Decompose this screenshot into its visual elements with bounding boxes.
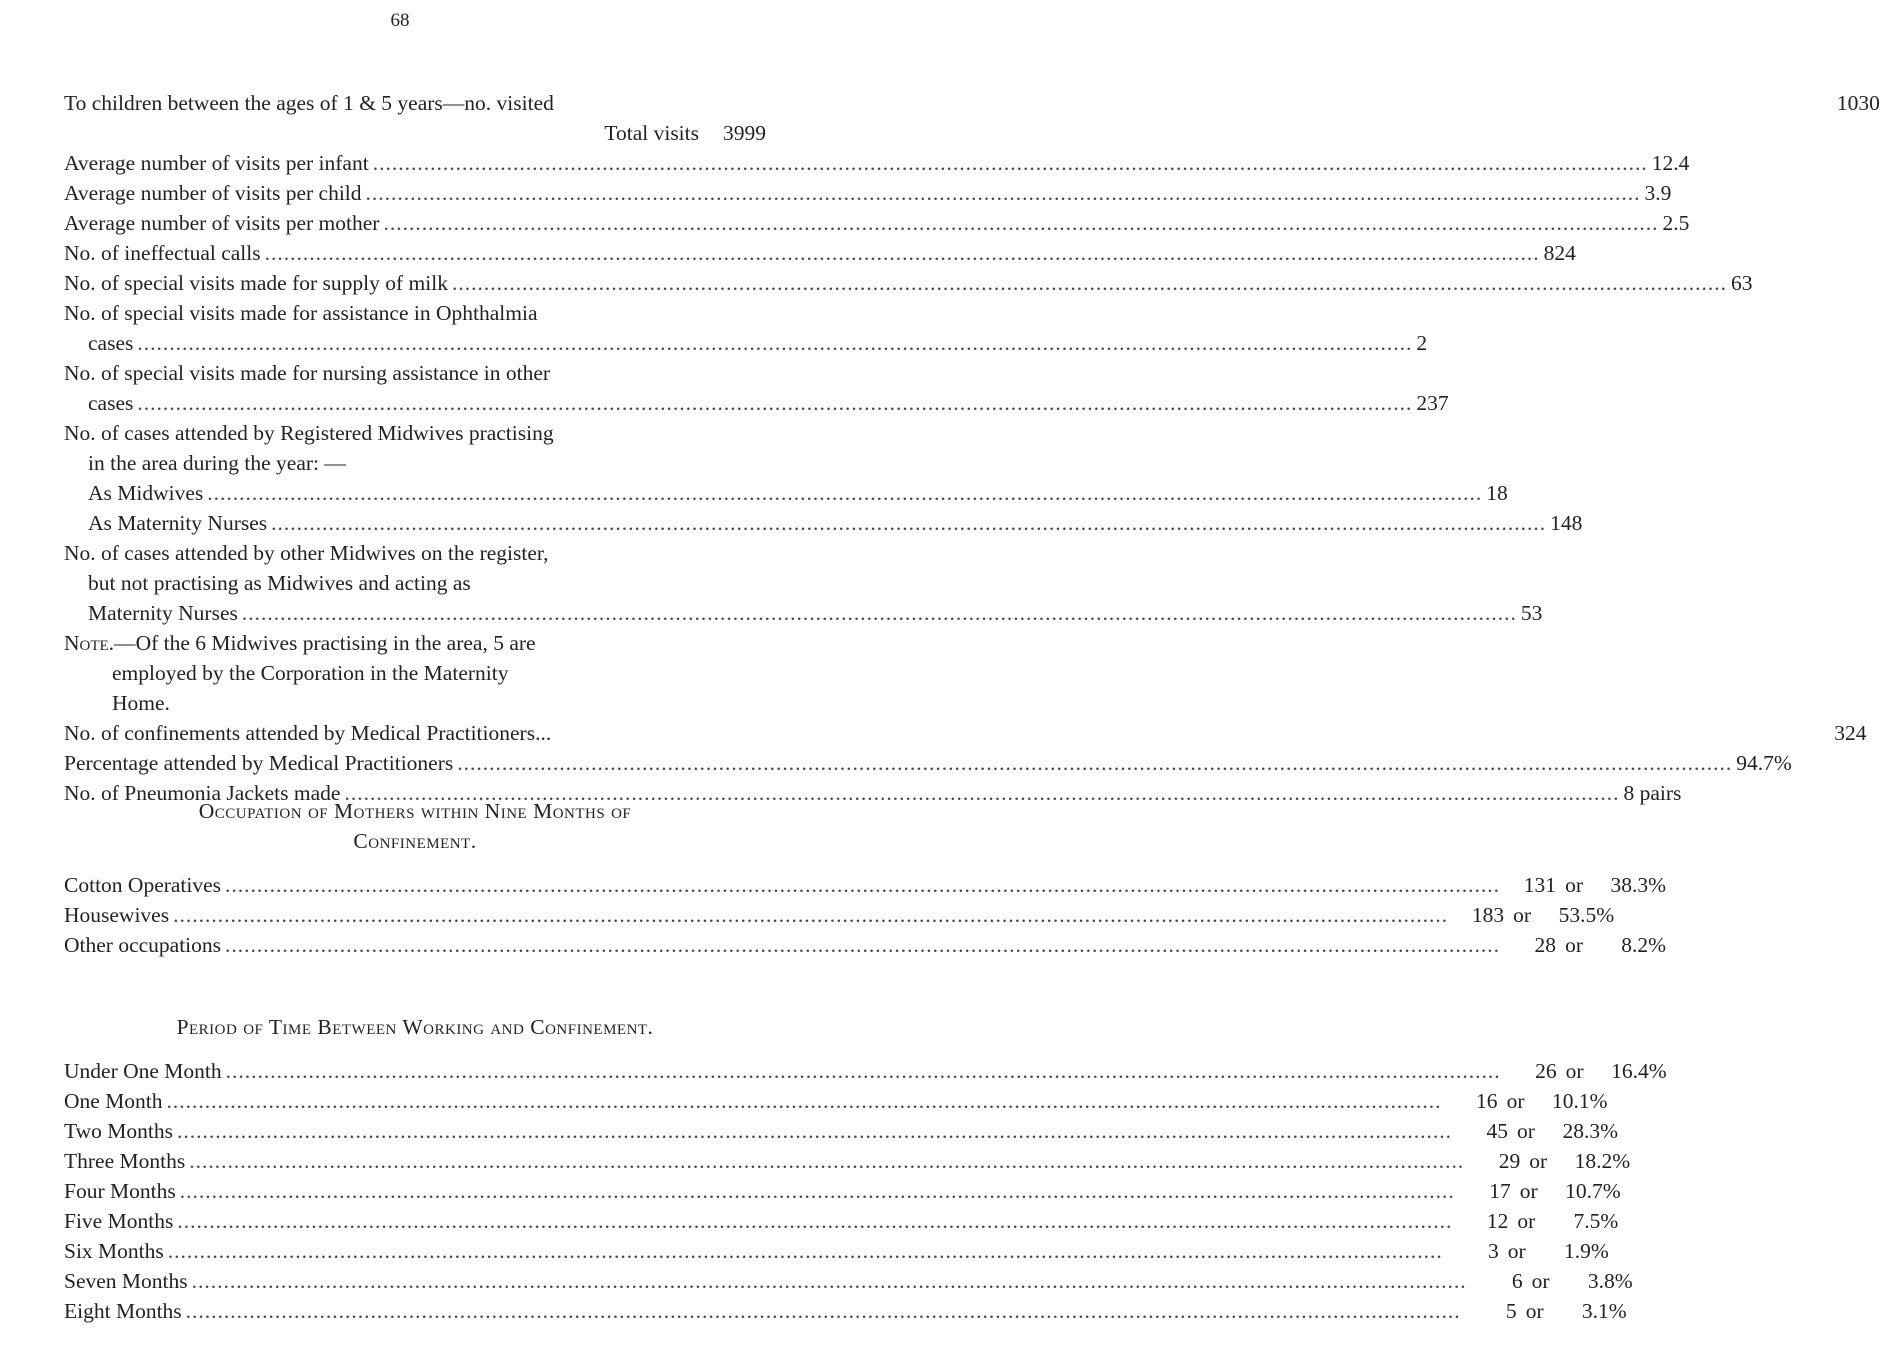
- note-text: employed by the Corporation in the Maternity: [112, 661, 509, 685]
- period-heading: Period of Time Between Working and Confinement.: [176, 1015, 654, 1039]
- stat-row: As Midwives ........................................................................................................................................................................................................ 18: [88, 481, 1508, 505]
- stat-text: No. of special visits made for nursing assistance in other: [64, 361, 551, 385]
- period-row: Under One Month ........................................................................................................................................................................................................ 26 or 16.4%: [64, 1059, 1667, 1083]
- period-row: Two Months ........................................................................................................................................................................................................ 45 or 28.3%: [64, 1119, 1618, 1143]
- occupation-row: Cotton Operatives ........................................................................................................................................................................................................ 131 or 38.3%: [64, 873, 1667, 897]
- occupation-table: [64, 870, 1667, 960]
- stat-row-total: Total visits 3999: [604, 121, 766, 145]
- stat-row: cases ........................................................................................................................................................................................................ 237: [88, 391, 1449, 415]
- stat-text: but not practising as Midwives and acting as: [88, 571, 471, 595]
- stat-row: No. of confinements attended by Medical Practitioners... 324: [64, 721, 1867, 745]
- stat-text: No. of cases attended by other Midwives on the register,: [64, 541, 549, 565]
- occupation-row: Housewives ........................................................................................................................................................................................................ 183 or 53.5%: [64, 903, 1615, 927]
- note-text: Home.: [112, 691, 170, 715]
- period-row: One Month ........................................................................................................................................................................................................ 16 or 10.1%: [64, 1089, 1608, 1113]
- stat-text: No. of special visits made for assistance in Ophthalmia: [64, 301, 538, 325]
- period-row: Seven Months ........................................................................................................................................................................................................ 6 or 3.8%: [64, 1269, 1633, 1293]
- stat-row: To children between the ages of 1 & 5 years—no. visited 1030: [64, 91, 1880, 115]
- period-row: Eight Months ........................................................................................................................................................................................................ 5 or 3.1%: [64, 1299, 1627, 1323]
- period-row: Three Months ........................................................................................................................................................................................................ 29 or 18.2%: [64, 1149, 1631, 1173]
- stat-text: in the area during the year: —: [88, 451, 346, 475]
- stat-row: No. of ineffectual calls ........................................................................................................................................................................................................ 824: [64, 241, 1576, 265]
- stat-row: No. of Pneumonia Jackets made ........................................................................................................................................................................................................ 8 pairs: [64, 781, 1682, 805]
- stat-text: No. of cases attended by Registered Midwives practising: [64, 421, 554, 445]
- period-row: Five Months ........................................................................................................................................................................................................ 12 or 7.5%: [64, 1209, 1619, 1233]
- stat-row: As Maternity Nurses ........................................................................................................................................................................................................ 148: [88, 511, 1583, 535]
- occupation-row: Other occupations ........................................................................................................................................................................................................ 28 or 8.2%: [64, 933, 1667, 957]
- stat-row: Maternity Nurses ........................................................................................................................................................................................................ 53: [88, 601, 1543, 625]
- period-table: [64, 1056, 1667, 1326]
- period-row: Six Months ........................................................................................................................................................................................................ 3 or 1.9%: [64, 1239, 1609, 1263]
- stat-row: Average number of visits per infant ........................................................................................................................................................................................................ 12.4: [64, 151, 1690, 175]
- stat-row: Average number of visits per mother ........................................................................................................................................................................................................ 2.5: [64, 211, 1690, 235]
- stat-row: Average number of visits per child ........................................................................................................................................................................................................ 3.9: [64, 181, 1672, 205]
- visits-statistics: [64, 88, 1880, 808]
- stat-row: cases ........................................................................................................................................................................................................ 2: [88, 331, 1428, 355]
- occupation-heading: Occupation of Mothers within Nine Months of Confinement.: [198, 799, 632, 853]
- period-row: Four Months ........................................................................................................................................................................................................ 17 or 10.7%: [64, 1179, 1621, 1203]
- note-text: Note.—Of the 6 Midwives practising in the area, 5 are: [64, 631, 536, 655]
- stat-row: No. of special visits made for supply of milk ........................................................................................................................................................................................................ 63: [64, 271, 1753, 295]
- page-number: 68: [390, 10, 410, 31]
- stat-row: Percentage attended by Medical Practitioners ........................................................................................................................................................................................................ 94.7%: [64, 751, 1792, 775]
